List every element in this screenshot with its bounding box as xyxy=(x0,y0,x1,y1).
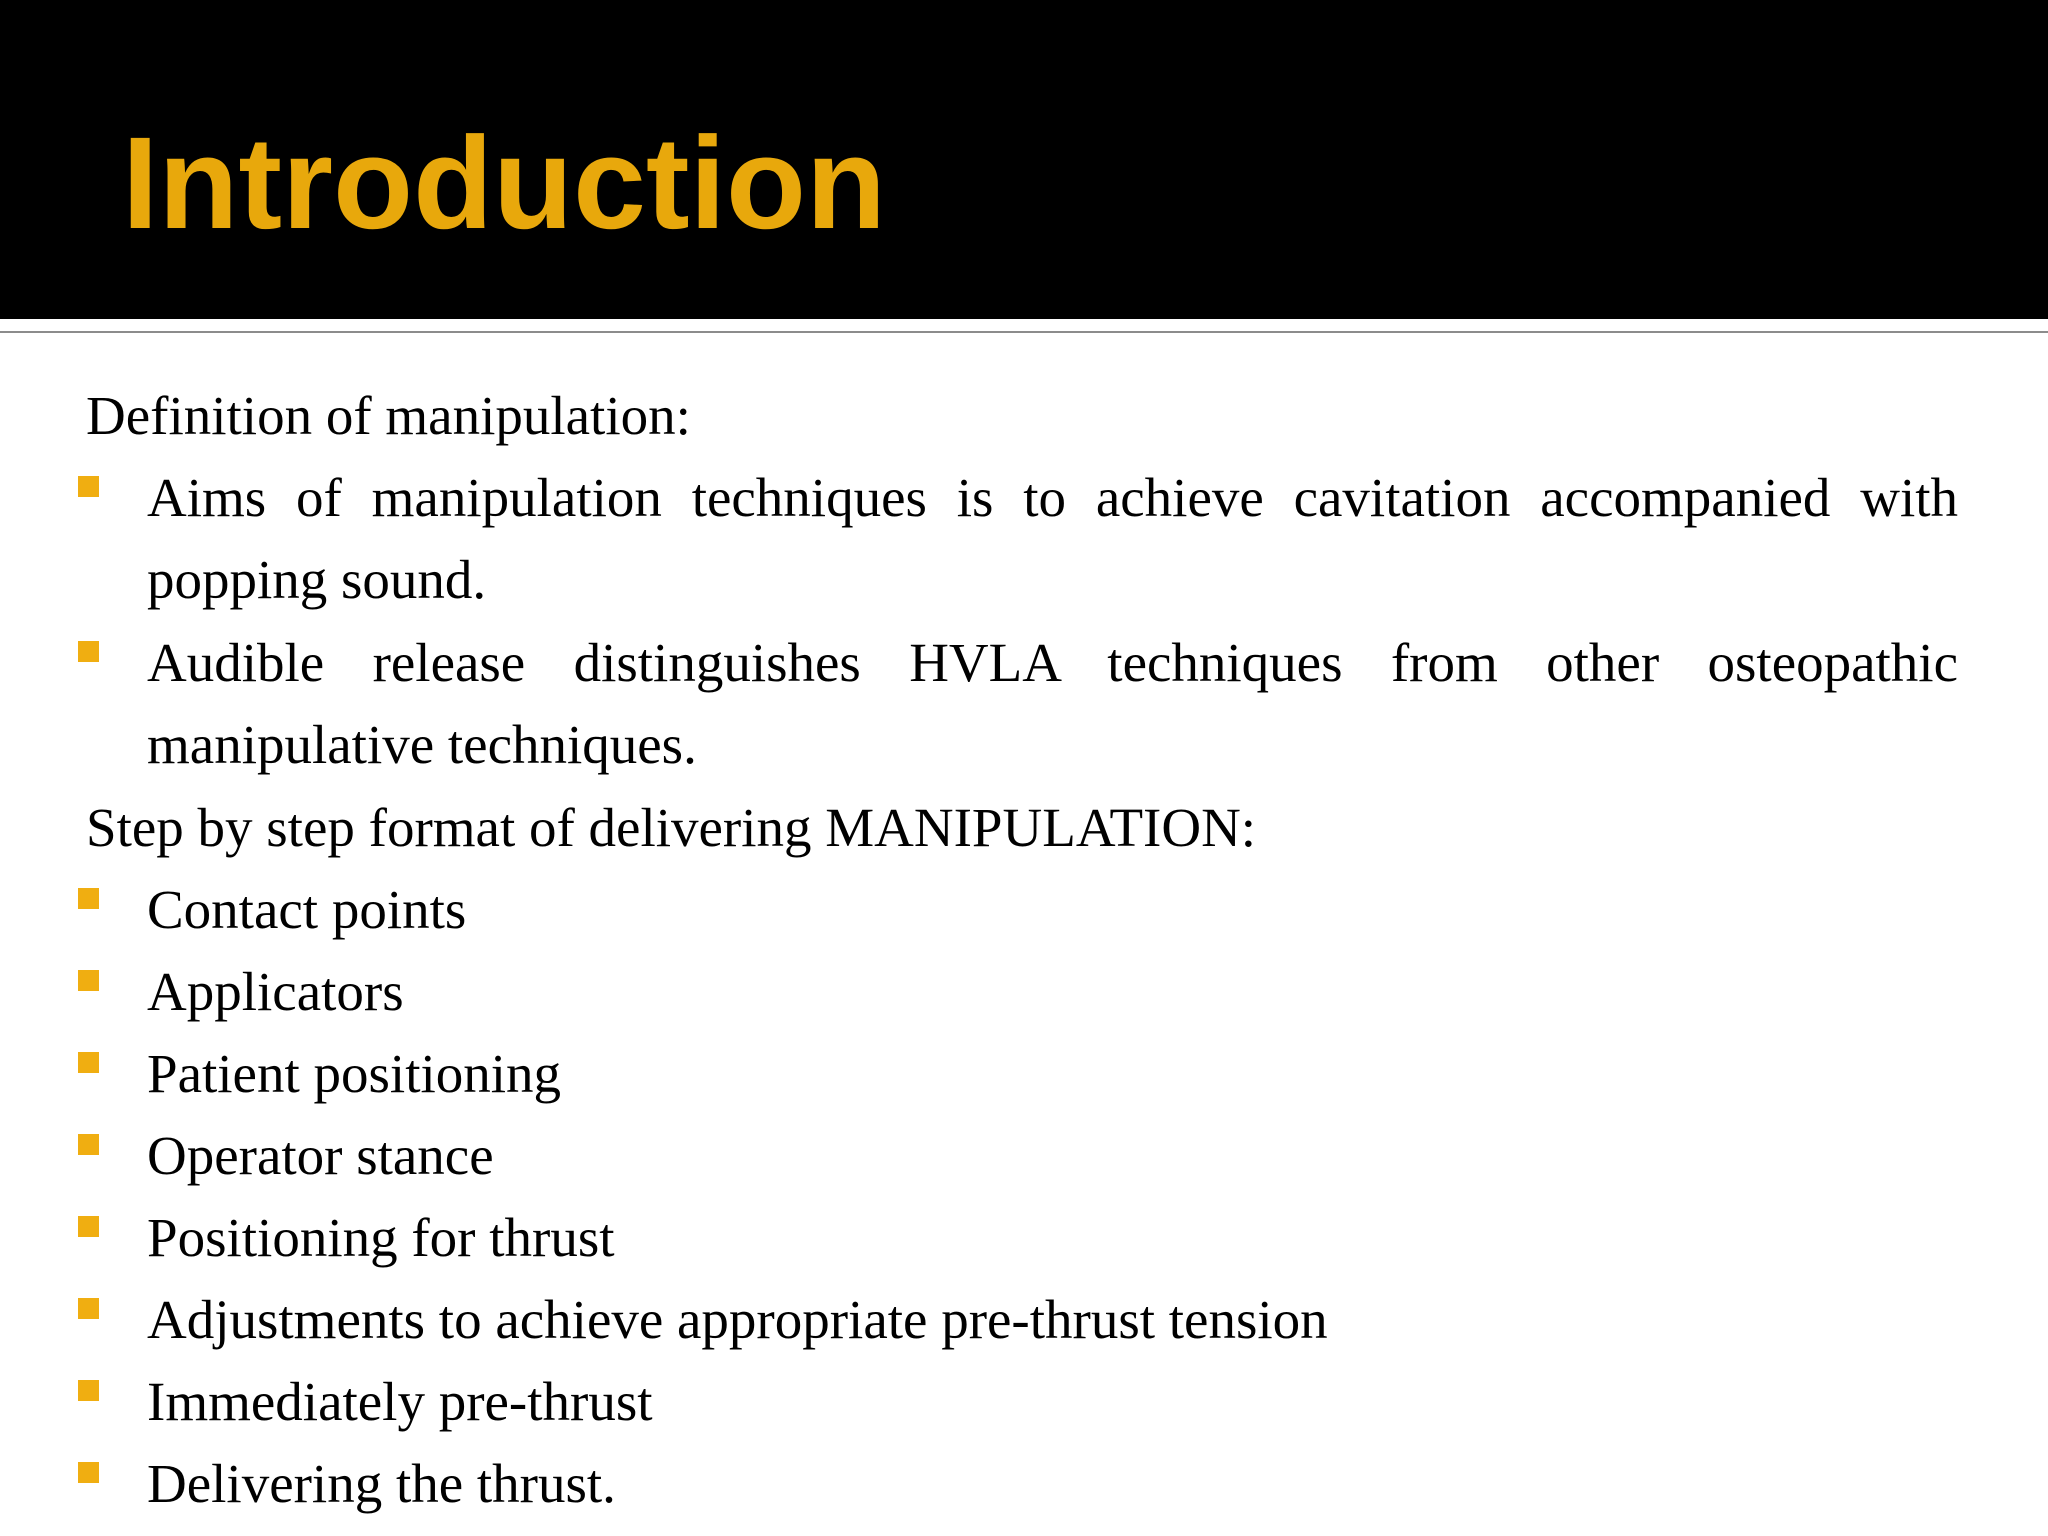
definition-item-line-1: Audible release distinguishes HVLA techniques from other osteopathic xyxy=(147,632,1958,693)
square-bullet-icon xyxy=(78,1052,99,1073)
steps-heading: Step by step format of delivering MANIPULATION: xyxy=(86,797,1257,858)
definition-item-line-2: popping sound. xyxy=(147,549,487,610)
step-label: Positioning for thrust xyxy=(147,1207,615,1268)
square-bullet-icon xyxy=(78,1134,99,1155)
square-bullet-icon xyxy=(78,970,99,991)
title-bar xyxy=(0,0,2048,319)
step-label: Contact points xyxy=(147,879,467,940)
definition-item-line-2: manipulative techniques. xyxy=(147,714,697,775)
square-bullet-icon xyxy=(78,1380,99,1401)
square-bullet-icon xyxy=(78,641,99,662)
step-label: Patient positioning xyxy=(147,1043,562,1104)
definition-item-line-1: Aims of manipulation techniques is to achieve cavitation accompanied with xyxy=(147,467,1958,528)
square-bullet-icon xyxy=(78,1216,99,1237)
square-bullet-icon xyxy=(78,1462,99,1483)
step-label: Adjustments to achieve appropriate pre-thrust tension xyxy=(147,1289,1328,1350)
square-bullet-icon xyxy=(78,476,99,497)
step-label: Applicators xyxy=(147,961,404,1022)
step-label: Immediately pre-thrust xyxy=(147,1371,653,1432)
step-label: Delivering the thrust. xyxy=(147,1453,616,1514)
square-bullet-icon xyxy=(78,1298,99,1319)
title-divider xyxy=(0,331,2048,333)
step-label: Operator stance xyxy=(147,1125,494,1186)
square-bullet-icon xyxy=(78,888,99,909)
definition-heading: Definition of manipulation: xyxy=(86,385,691,446)
slide-title: Introduction xyxy=(122,109,886,256)
